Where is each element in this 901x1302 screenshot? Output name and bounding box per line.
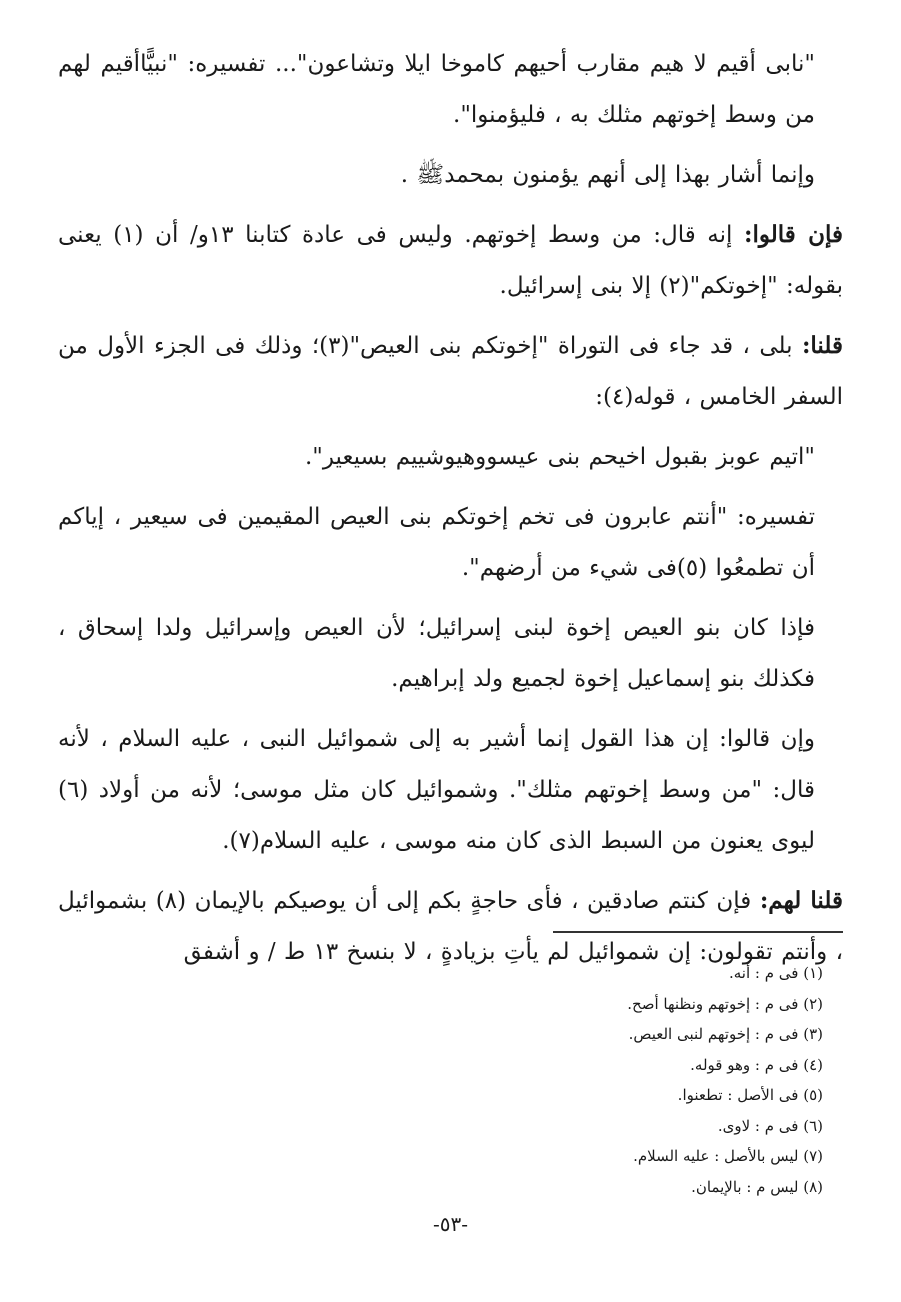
- paragraph-4: [58, 320, 843, 423]
- footnote-separator: [553, 931, 843, 933]
- paragraph-7-text: فإذا كان بنو العيص إخوة لبنى إسرائيل؛ لأن العيص وإسرائيل ولدا إسحاق ، فكذلك بنو إسماعيل إخوة لجميع ولد إبراهيم.: [58, 615, 815, 692]
- paragraph-1: [58, 38, 843, 141]
- paragraph-2: [58, 149, 843, 201]
- paragraph-6-text: تفسيره: "أنتم عابرون فى تخم إخوتكم بنى العيص المقيمين فى سيعير ، إياكم أن تطمعُوا (٥)فى شيء من أرضهم".: [58, 504, 815, 581]
- paragraph-8-text: وإن قالوا: إن هذا القول إنما أشير به إلى شموائيل النبى ، عليه السلام ، لأنه قال: "من وسط إخوتهم مثلك". وشموائيل كان مثل موسى؛ لأنه من أولاد (٦) ليوى يعنون من السبط الذى كان منه موسى ، عليه السلام(٧).: [58, 726, 815, 854]
- paragraph-4-lead: قلنا:: [801, 332, 843, 359]
- paragraph-9-text: فإن كنتم صادقين ، فأى حاجةٍ بكم إلى أن يوصيكم بالإيمان (٨) بشموائيل ، وأنتم تقولون: إن شموائيل لم يأتِ بزيادةٍ ، لا بنسخ ١٣ ط / و أشفق: [58, 888, 843, 965]
- page-number: -٥٣-: [432, 1212, 468, 1236]
- paragraph-9-lead: قلنا لهم:: [759, 887, 843, 914]
- paragraph-3-lead: فإن قالوا:: [744, 221, 843, 248]
- paragraph-5-text: "اتيم عوبز بقبول اخيحم بنى عيسووهيوشييم بسيعير".: [304, 444, 815, 470]
- footnote-3: (٣) فى م : إخوتهم لنبى العيص.: [628, 1025, 823, 1043]
- footnote-1: (١) فى م : أنه.: [728, 964, 823, 982]
- paragraph-3: [58, 209, 843, 312]
- paragraph-3-text: إنه قال: من وسط إخوتهم. وليس فى عادة كتابنا ١٣و/ أن (١) يعنى بقوله: "إخوتكم"(٢) إلا بنى إسرائيل.: [58, 222, 843, 299]
- footnote-7: (٧) ليس بالأصل : عليه السلام.: [633, 1147, 823, 1165]
- footnotes: [120, 958, 823, 1202]
- footnote-8: (٨) ليس م : بالإيمان.: [691, 1177, 823, 1196]
- footnote-6: (٦) فى م : لاوى.: [717, 1116, 823, 1135]
- paragraph-4-text: بلى ، قد جاء فى التوراة "إخوتكم بنى العيص"(٣)؛ وذلك فى الجزء الأول من السفر الخامس ، قوله(٤):: [58, 333, 843, 410]
- paragraph-8: [58, 713, 843, 867]
- paragraph-5: [58, 431, 843, 483]
- footnote-2: (٢) فى م : إخوتهم ونظنها أصح.: [627, 994, 823, 1013]
- footnote-5: (٥) فى الأصل : تطعنوا.: [677, 1086, 823, 1104]
- main-text: [58, 38, 843, 986]
- paragraph-1-text: "نابى أقيم لا هيم مقارب أحيهم كاموخا ايلا وتشاعون"... تفسيره: "نبيًّاأقيم لهم من وسط إخوتهم مثلك به ، فليؤمنوا".: [58, 51, 815, 128]
- footnote-4: (٤) فى م : وهو قوله.: [690, 1055, 823, 1074]
- paragraph-7: [58, 602, 843, 705]
- paragraph-2-text: وإنما أشار بهذا إلى أنهم يؤمنون بمحمدﷺ .: [400, 162, 815, 188]
- paragraph-6: [58, 491, 843, 594]
